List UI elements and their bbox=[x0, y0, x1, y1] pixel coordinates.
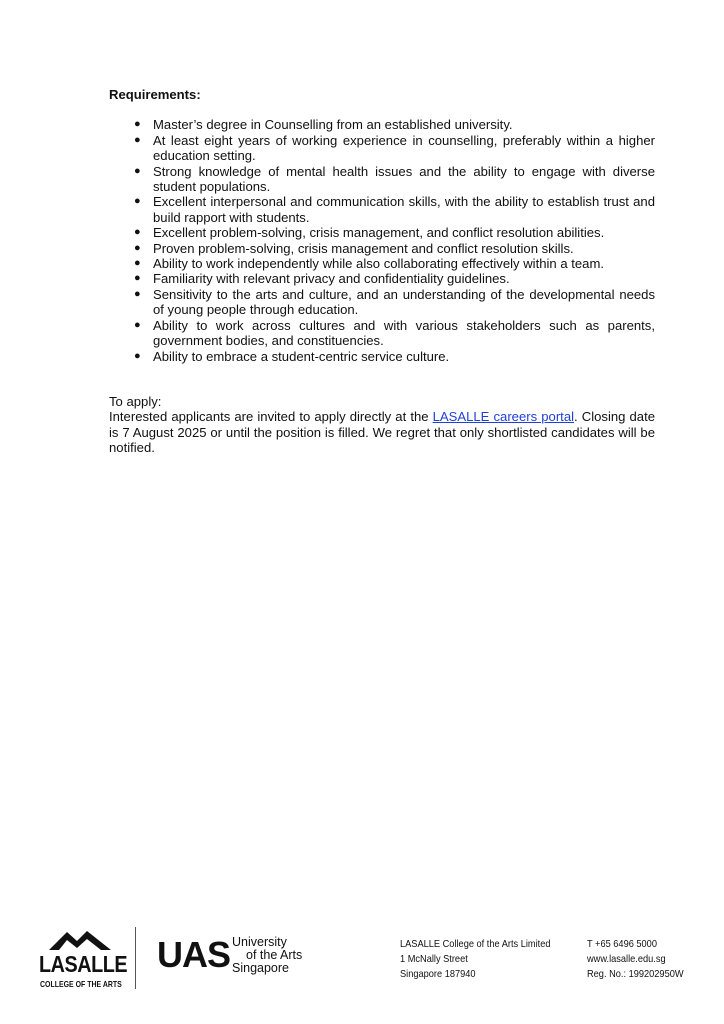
requirement-text: Excellent problem-solving, crisis management, and conflict resolution abilities. bbox=[153, 225, 605, 241]
bullet-icon: ● bbox=[134, 241, 141, 254]
uas-logo-mark: UAS bbox=[157, 934, 231, 975]
lasalle-subtitle: COLLEGE OF THE ARTS bbox=[40, 979, 122, 989]
bullet-icon: ● bbox=[134, 133, 141, 146]
requirement-text: Ability to embrace a student-centric service culture. bbox=[153, 348, 450, 364]
bullet-icon: ● bbox=[134, 287, 141, 300]
requirement-text: At least eight years of working experience in counselling, preferably within a higher education setting. bbox=[153, 132, 655, 164]
footer-contact bbox=[587, 937, 684, 982]
bullet-icon: ● bbox=[134, 226, 141, 239]
requirement-text: Master’s degree in Counselling from an established university. bbox=[153, 117, 513, 133]
list-item bbox=[109, 256, 655, 271]
footer-address bbox=[400, 937, 550, 982]
apply-section bbox=[109, 394, 655, 456]
requirement-text: Strong knowledge of mental health issues and the ability to engage with diverse student populations. bbox=[153, 163, 655, 195]
careers-portal-link[interactable]: LASALLE careers portal bbox=[432, 409, 575, 425]
bullet-icon: ● bbox=[134, 195, 141, 208]
list-item bbox=[109, 271, 655, 286]
requirement-text: Ability to work independently while also collaborating effectively within a team. bbox=[153, 256, 605, 272]
page-footer bbox=[0, 925, 724, 995]
apply-text-after: . Closing date is 7 August 2025 or until the position is filled. We regret that only shortlisted candidates will be notified. bbox=[109, 409, 655, 456]
requirement-text: Sensitivity to the arts and culture, and an understanding of the developmental needs of young people through education. bbox=[153, 286, 655, 318]
lasalle-wordmark: LASALLE bbox=[39, 951, 128, 977]
requirement-text: Ability to work across cultures and with various stakeholders such as parents, government bodies, and constituencies. bbox=[153, 317, 655, 349]
list-item bbox=[109, 133, 655, 164]
requirements-list bbox=[109, 117, 655, 364]
address-line: LASALLE College of the Arts Limited bbox=[400, 938, 551, 950]
requirements-heading: Requirements: bbox=[109, 87, 201, 102]
lasalle-logo bbox=[39, 929, 128, 993]
list-item bbox=[109, 164, 655, 195]
bullet-icon: ● bbox=[134, 272, 141, 285]
address-line: Singapore 187940 bbox=[400, 968, 476, 980]
bullet-icon: ● bbox=[134, 118, 141, 131]
uas-logo-text bbox=[232, 936, 302, 975]
apply-text-before: Interested applicants are invited to apply directly at the bbox=[109, 409, 433, 425]
uas-line: University bbox=[232, 935, 287, 949]
requirement-text: Proven problem-solving, crisis management and conflict resolution skills. bbox=[153, 240, 574, 256]
contact-website: www.lasalle.edu.sg bbox=[587, 953, 666, 965]
uas-line: Singapore bbox=[232, 961, 289, 975]
requirement-text: Familiarity with relevant privacy and confidentiality guidelines. bbox=[153, 271, 510, 287]
address-line: 1 McNally Street bbox=[400, 953, 468, 965]
list-item bbox=[109, 194, 655, 225]
requirement-text: Excellent interpersonal and communication skills, with the ability to establish trust and build rapport with students. bbox=[153, 194, 655, 225]
bullet-icon: ● bbox=[134, 349, 141, 362]
apply-heading: To apply: bbox=[109, 393, 162, 409]
footer-divider bbox=[135, 927, 136, 989]
contact-reg-no: Reg. No.: 199202950W bbox=[587, 968, 684, 980]
list-item bbox=[109, 225, 655, 240]
document-body bbox=[109, 87, 655, 456]
list-item bbox=[109, 117, 655, 132]
mountain-roof-icon bbox=[49, 929, 111, 951]
bullet-icon: ● bbox=[134, 318, 141, 331]
list-item bbox=[109, 287, 655, 318]
list-item bbox=[109, 241, 655, 256]
apply-paragraph bbox=[109, 409, 655, 455]
list-item bbox=[109, 318, 655, 349]
uas-line: of the Arts bbox=[246, 948, 303, 962]
list-item bbox=[109, 349, 655, 364]
contact-phone: T +65 6496 5000 bbox=[587, 938, 657, 950]
bullet-icon: ● bbox=[134, 257, 141, 270]
bullet-icon: ● bbox=[134, 164, 141, 177]
